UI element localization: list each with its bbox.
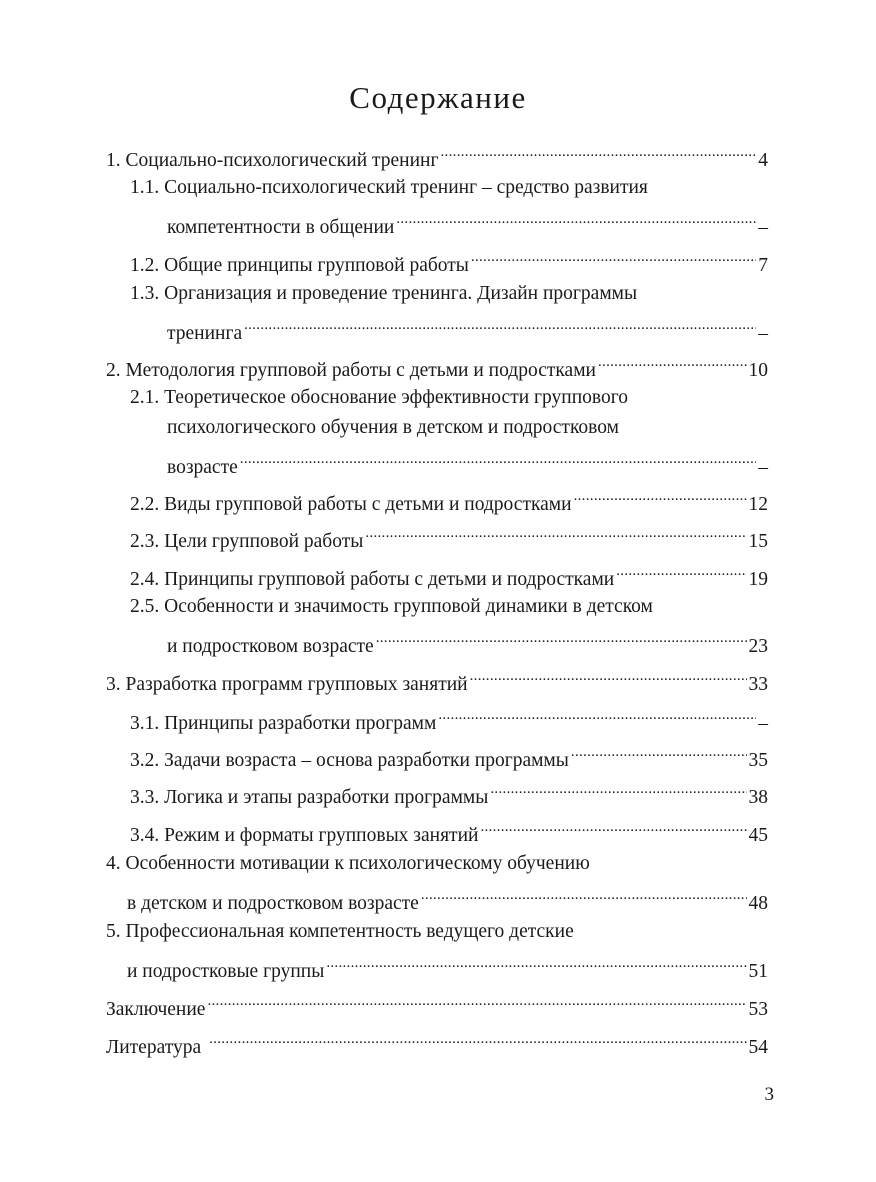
toc-entry-conclusion[interactable] (106, 985, 768, 1025)
toc-entry-title: 3.2. Задачи возраста – основа разработки программы (130, 750, 569, 771)
toc-page-number: 15 (748, 531, 768, 552)
toc-page-number: – (758, 713, 768, 734)
toc-entry-1[interactable] (106, 136, 768, 176)
toc-entry-2[interactable] (106, 346, 768, 386)
toc-entry-title: и подростковом возрасте (167, 636, 374, 657)
toc-entry-1-2[interactable] (130, 241, 768, 281)
toc-entry-1-3[interactable] (130, 279, 768, 349)
toc-page-number: 51 (748, 961, 768, 982)
leader-dots (441, 136, 757, 166)
toc-entry-title: 2. Методология групповой работы с детьми и подростками (106, 360, 596, 381)
toc-entry-title: 1. Социально-психологический тренинг (106, 150, 439, 171)
toc-entry-5[interactable] (106, 917, 768, 987)
toc-entry-title: и подростковые группы (127, 961, 325, 982)
leader-dots (207, 985, 746, 1015)
toc-page-number: 33 (748, 674, 768, 695)
leader-dots (480, 811, 746, 841)
toc-page-number: – (758, 457, 768, 478)
toc-entry-title: 2.4. Принципы групповой работы с детьми и подростками (130, 569, 615, 590)
toc-entry-3-4[interactable] (130, 811, 768, 851)
toc-page-number: 4 (758, 150, 768, 171)
toc-entry-title: Литература (106, 1037, 202, 1058)
toc-entry-3-3[interactable] (130, 773, 768, 813)
leader-dots (244, 309, 756, 339)
toc-entry-title: 3.3. Логика и этапы разработки программы (130, 787, 489, 808)
toc-entry-title: тренинга (167, 323, 243, 344)
toc-page-number: 45 (748, 825, 768, 846)
toc-page-number: 54 (748, 1037, 768, 1058)
leader-dots (438, 699, 756, 729)
toc-entry-2-1[interactable] (130, 383, 768, 483)
leader-dots (326, 947, 746, 977)
leader-dots (209, 1023, 746, 1053)
toc-page-number: 19 (748, 569, 768, 590)
leader-dots (574, 480, 747, 510)
toc-entry-1-1[interactable] (130, 173, 768, 243)
leader-dots (240, 443, 756, 473)
toc-entry-title: 3.1. Принципы разработки программ (130, 713, 437, 734)
toc-entry-3-2[interactable] (130, 736, 768, 776)
toc-entry-2-2[interactable] (130, 480, 768, 520)
toc-entry-title: 2.3. Цели групповой работы (130, 531, 364, 552)
toc-entry-title-line: 2.5. Особенности и значимость групповой динамики в детском (130, 596, 653, 617)
toc-page-number: 12 (748, 494, 768, 515)
toc-entry-title-line: 1.1. Социально-психологический тренинг – средство развития (130, 177, 648, 198)
leader-dots (616, 555, 746, 585)
toc-page-number: – (758, 323, 768, 344)
toc-entry-title: возрасте (167, 457, 238, 478)
leader-dots (470, 660, 747, 690)
leader-dots (598, 346, 747, 376)
toc-page-number: 7 (758, 255, 768, 276)
toc-page-number: 23 (748, 636, 768, 657)
toc-entry-title-line: 2.1. Теоретическое обоснование эффективности группового (130, 387, 628, 408)
toc-entry-title-line: 5. Профессиональная компетентность ведущего детские (106, 921, 574, 942)
leader-dots (396, 203, 756, 233)
toc-page-number: 35 (748, 750, 768, 771)
toc-entry-title-line: 4. Особенности мотивации к психологическому обучению (106, 853, 590, 874)
toc-entry-title: Заключение (106, 999, 206, 1020)
leader-dots (471, 241, 756, 271)
toc-entry-title: в детском и подростковом возрасте (127, 893, 419, 914)
toc-page-number: – (758, 217, 768, 238)
leader-dots (376, 622, 747, 652)
toc-entry-3[interactable] (106, 660, 768, 700)
toc-entry-2-5[interactable] (130, 592, 768, 662)
page-title: Содержание (349, 80, 527, 115)
toc-page-number: 38 (748, 787, 768, 808)
toc-entry-literature[interactable] (106, 1023, 768, 1063)
toc-entry-2-3[interactable] (130, 517, 768, 557)
page-number: 3 (764, 1084, 774, 1105)
leader-dots (365, 517, 746, 547)
toc-entry-4[interactable] (106, 849, 768, 919)
toc-entry-title-line: 1.3. Организация и проведение тренинга. Дизайн программы (130, 283, 638, 304)
toc-entry-title-line: психологического обучения в детском и подростковом (167, 417, 619, 438)
toc-entry-2-4[interactable] (130, 555, 768, 595)
toc-entry-title: 3.4. Режим и форматы групповых занятий (130, 825, 479, 846)
toc-entry-title: 3. Разработка программ групповых занятий (106, 674, 468, 695)
toc-entry-title: компетентности в общении (167, 217, 395, 238)
toc-entry-title: 1.2. Общие принципы групповой работы (130, 255, 469, 276)
leader-dots (490, 773, 746, 803)
toc-page-number: 10 (748, 360, 768, 381)
leader-dots (571, 736, 747, 766)
toc-page-number: 53 (748, 999, 768, 1020)
toc-entry-title: 2.2. Виды групповой работы с детьми и подростками (130, 494, 572, 515)
toc-entry-3-1[interactable] (130, 699, 768, 739)
toc-page-number: 48 (748, 893, 768, 914)
leader-dots (421, 879, 747, 909)
